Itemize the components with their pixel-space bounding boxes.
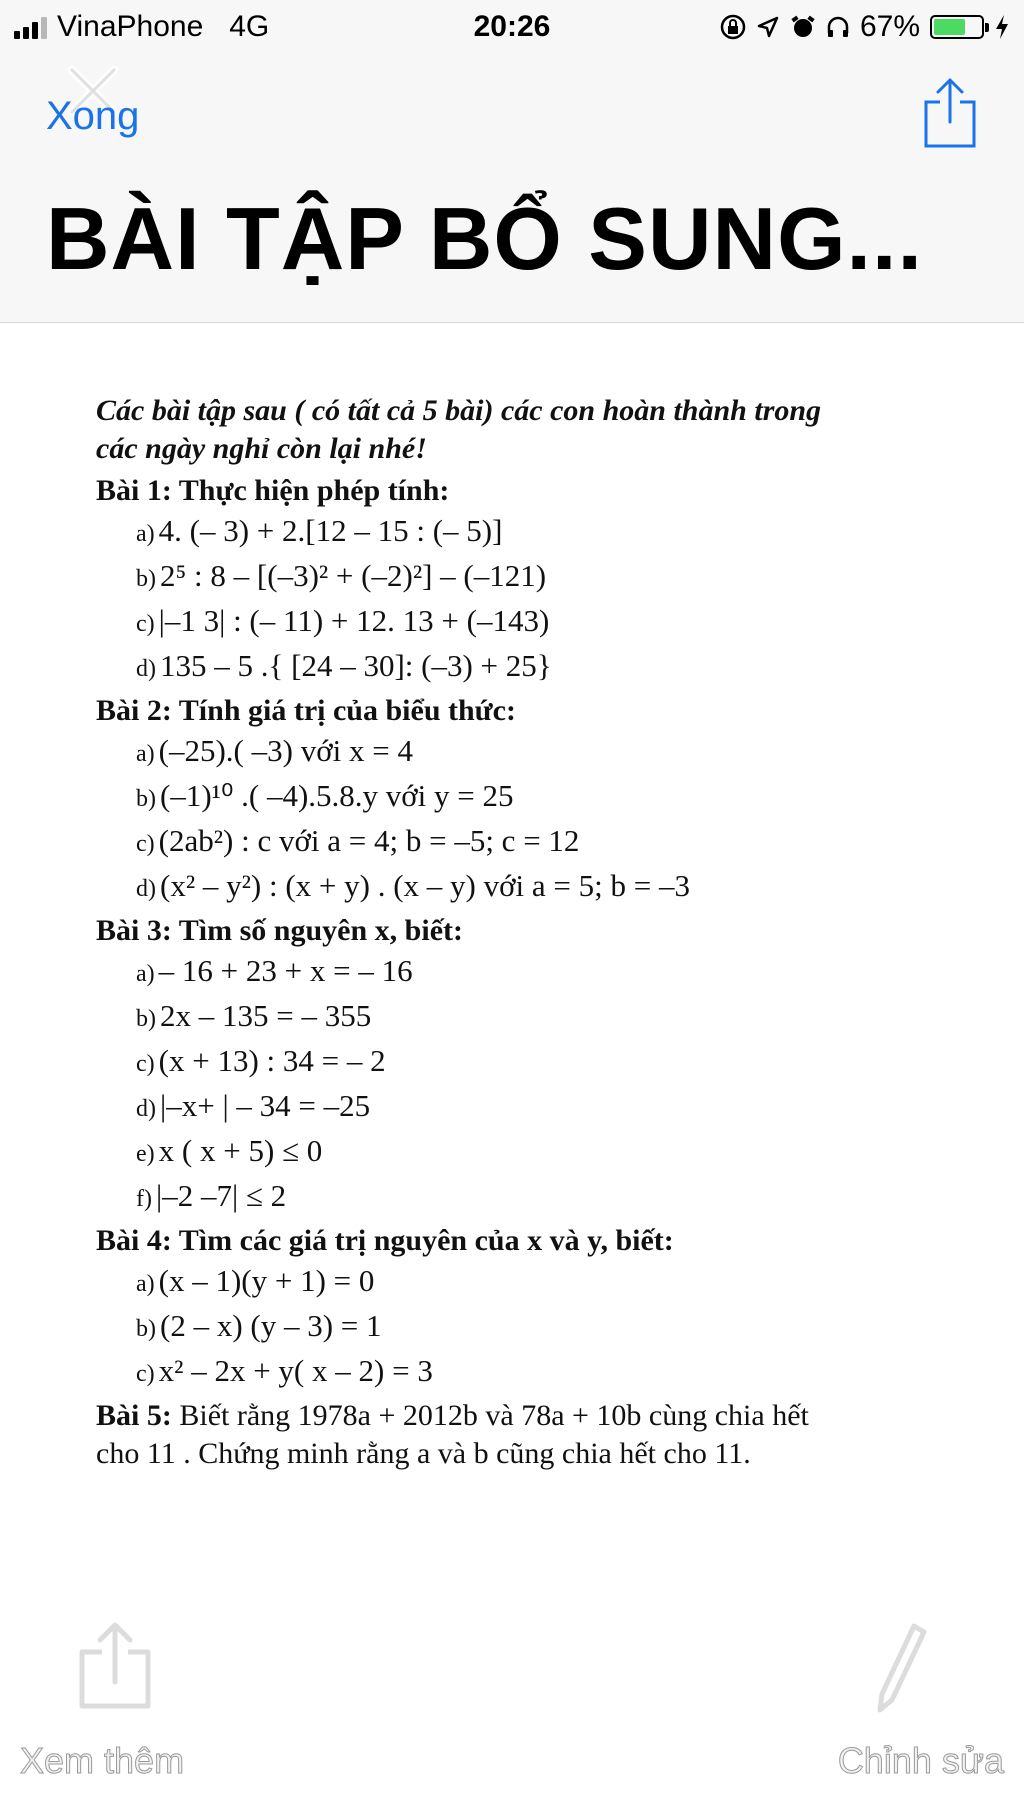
section-title-bai-5: Bài 5: <box>96 1399 172 1432</box>
done-button[interactable]: Xong <box>46 94 140 138</box>
section-title-bai-3: Bài 3: Tìm số nguyên x, biết: <box>96 914 463 947</box>
exercise-item <box>96 1085 956 1130</box>
markup-pen-icon[interactable] <box>870 1620 930 1716</box>
item-label: a) <box>136 961 155 987</box>
item-label: e) <box>136 1141 155 1167</box>
battery-percent: 67% <box>859 10 920 43</box>
item-label: b) <box>136 1316 156 1342</box>
edit-button[interactable]: Chỉnh sửa <box>837 1740 1004 1781</box>
item-expression: x² – 2x + y( x – 2) = 3 <box>158 1353 433 1388</box>
item-expression: – 16 + 23 + x = – 16 <box>158 953 413 988</box>
item-expression: 2x – 135 = – 355 <box>160 998 372 1033</box>
section-title-bai-4: Bài 4: Tìm các giá trị nguyên của x và y, biết: <box>96 1224 674 1257</box>
exercise-item <box>96 865 956 910</box>
item-label: c) <box>136 1361 155 1387</box>
item-label: b) <box>136 566 156 592</box>
exercise-item <box>96 645 956 690</box>
item-expression: (2ab²) : c với a = 4; b = –5; c = 12 <box>158 823 580 858</box>
item-expression: 135 – 5 .{ [24 – 30]: (–3) + 25} <box>160 648 552 683</box>
item-label: d) <box>136 656 156 682</box>
item-label: b) <box>136 786 156 812</box>
exercise-item <box>96 600 956 645</box>
item-label: a) <box>136 1271 155 1297</box>
clock: 20:26 <box>473 10 551 43</box>
exercise-item <box>96 950 956 995</box>
item-expression: (2 – x) (y – 3) = 1 <box>160 1308 382 1343</box>
bai-5-text: cho 11 . Chứng minh rằng a và b cũng chia hết cho 11. <box>96 1437 751 1470</box>
battery-icon <box>930 15 984 39</box>
charging-bolt-icon <box>994 14 1010 40</box>
document-content <box>96 392 956 1473</box>
exercise-item <box>96 730 956 775</box>
viewer-header <box>0 58 1024 323</box>
location-icon <box>756 15 780 39</box>
exercise-item <box>96 775 956 820</box>
exercise-item <box>96 1350 956 1395</box>
status-right <box>720 10 1010 44</box>
see-more-button[interactable]: Xem thêm <box>20 1740 185 1781</box>
item-label: d) <box>136 1096 156 1122</box>
item-label: a) <box>136 741 155 767</box>
item-label: c) <box>136 611 155 637</box>
intro-text <box>96 392 956 468</box>
headphones-icon <box>826 15 850 39</box>
share-icon[interactable] <box>78 1620 152 1710</box>
exercise-item <box>96 1305 956 1350</box>
exercise-item <box>96 820 956 865</box>
exercise-item <box>96 1260 956 1305</box>
exercise-item <box>96 510 956 555</box>
section-bai-5 <box>96 1397 956 1473</box>
item-expression: |–2 –7| ≤ 2 <box>155 1178 287 1213</box>
page-title: BÀI TẬP BỔ SUNG... <box>46 189 923 288</box>
item-expression: |–x+ | – 34 = –25 <box>160 1088 371 1123</box>
bai-5-text: Biết rằng 1978a + 2012b và 78a + 10b cùng chia hết <box>179 1399 809 1432</box>
intro-line: các ngày nghỉ còn lại nhé! <box>96 432 427 465</box>
orientation-lock-icon <box>720 14 746 40</box>
item-label: f) <box>136 1186 152 1212</box>
exercise-item <box>96 995 956 1040</box>
carrier-name: VinaPhone <box>57 10 204 43</box>
item-label: d) <box>136 876 156 902</box>
item-label: c) <box>136 831 155 857</box>
exercise-item <box>96 1040 956 1085</box>
item-expression: (x + 13) : 34 = – 2 <box>158 1043 386 1078</box>
item-expression: |–1 3| : (– 11) + 12. 13 + (–143) <box>158 603 550 638</box>
item-label: c) <box>136 1051 155 1077</box>
exercise-item <box>96 1175 956 1220</box>
item-expression: (–25).( –3) với x = 4 <box>158 733 413 768</box>
item-expression: (–1)¹⁰ .( –4).5.8.y với y = 25 <box>160 778 514 813</box>
item-expression: x ( x + 5) ≤ 0 <box>158 1133 323 1168</box>
item-label: b) <box>136 1006 156 1032</box>
item-label: a) <box>136 521 155 547</box>
item-expression: (x² – y²) : (x + y) . (x – y) với a = 5; b = –3 <box>160 868 690 903</box>
item-expression: 2⁵ : 8 – [(–3)² + (–2)²] – (–121) <box>160 558 547 593</box>
intro-line: Các bài tập sau ( có tất cả 5 bài) các con hoàn thành trong <box>96 394 822 427</box>
section-title-bai-2: Bài 2: Tính giá trị của biểu thức: <box>96 694 516 727</box>
alarm-icon <box>790 14 816 40</box>
exercise-item <box>96 555 956 600</box>
section-title-bai-1: Bài 1: Thực hiện phép tính: <box>96 474 450 507</box>
exercise-item <box>96 1130 956 1175</box>
status-bar <box>0 0 1024 58</box>
share-icon[interactable] <box>920 76 980 148</box>
battery-level <box>934 19 965 35</box>
item-expression: 4. (– 3) + 2.[12 – 15 : (– 5)] <box>158 513 503 548</box>
item-expression: (x – 1)(y + 1) = 0 <box>158 1263 375 1298</box>
network-type: 4G <box>229 10 270 43</box>
